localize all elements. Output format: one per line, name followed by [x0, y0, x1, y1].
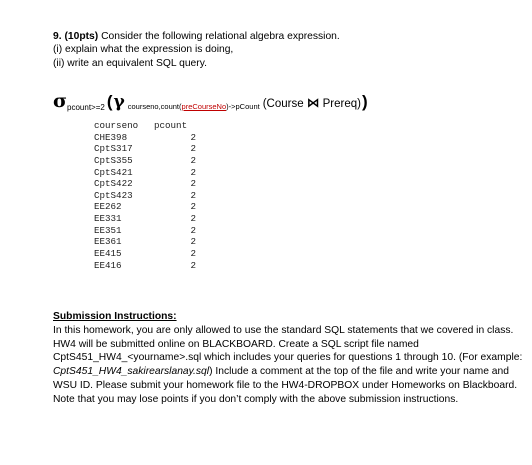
cell-pcount-wrapper — [154, 201, 196, 213]
cell-courseno: EE262 — [94, 201, 122, 213]
cell-courseno: EE331 — [94, 213, 122, 225]
submission-line-5: WSU ID. Please submit your homework file to the HW4-DROPBOX under Homeworks on Blackboard. — [53, 379, 518, 391]
question-heading — [53, 30, 513, 43]
result-table-header — [94, 120, 196, 132]
cell-courseno: CptS355 — [94, 154, 133, 166]
table-row — [94, 260, 196, 272]
cell-courseno: CHE398 — [94, 131, 128, 143]
table-row — [94, 225, 196, 237]
cell-courseno: CptS421 — [94, 166, 133, 178]
table-row — [94, 236, 196, 248]
submission-example-filename: CptS451_HW4_sakirearslanay.sql — [53, 366, 210, 378]
question-part-i: (i) explain what the expression is doing, — [53, 44, 234, 56]
cell-courseno: EE415 — [94, 248, 122, 260]
question-part-ii: (ii) write an equivalent SQL query. — [53, 57, 207, 69]
cell-pcount: 2 — [190, 248, 196, 260]
cell-pcount-wrapper — [154, 167, 196, 179]
cell-pcount-wrapper — [154, 132, 196, 144]
cell-pcount-wrapper — [154, 225, 196, 237]
submission-line-4 — [53, 365, 525, 379]
table-row — [94, 155, 196, 167]
cell-pcount-wrapper — [154, 143, 196, 155]
cell-courseno: CptS317 — [94, 143, 133, 155]
selection-condition: pcount>=2 — [67, 103, 105, 112]
question-number: 9. (10pts) — [53, 31, 99, 42]
cell-pcount-wrapper — [154, 213, 196, 225]
grouping-highlight: preCourseNo — [181, 102, 227, 111]
question-prompt: Consider the following relational algebra expression. — [98, 31, 340, 42]
relation-left: (Course — [262, 98, 304, 110]
submission-title: Submission Instructions: — [53, 311, 177, 322]
column-header-pcount: pcount — [154, 120, 188, 131]
result-table — [94, 120, 196, 271]
result-table-body — [94, 132, 196, 272]
cell-pcount-wrapper — [154, 260, 196, 272]
cell-pcount: 2 — [190, 154, 196, 166]
cell-pcount: 2 — [190, 178, 196, 190]
cell-pcount-wrapper — [154, 178, 196, 190]
table-row — [94, 190, 196, 202]
relational-algebra-expression — [53, 88, 368, 114]
close-paren: ) — [361, 92, 368, 111]
cell-pcount: 2 — [190, 143, 196, 155]
cell-courseno: EE351 — [94, 224, 122, 236]
submission-line-2: HW4 will be submitted online on BLACKBOARD. Create a SQL script file named — [53, 338, 419, 350]
cell-pcount: 2 — [190, 166, 196, 178]
cell-pcount: 2 — [190, 201, 196, 213]
submission-instructions — [53, 310, 525, 407]
relation-right: Prereq) — [322, 98, 361, 110]
grouping-prefix: courseno,count( — [127, 102, 182, 111]
cell-courseno: EE361 — [94, 236, 122, 248]
cell-courseno: CptS423 — [94, 189, 133, 201]
cell-pcount-wrapper — [154, 248, 196, 260]
grouping-suffix: )->pCount — [226, 102, 260, 111]
cell-pcount-wrapper — [154, 155, 196, 167]
cell-pcount: 2 — [190, 259, 196, 271]
grouping-spec — [128, 94, 260, 120]
submission-line-3: CptS451_HW4_<yourname>.sql which includes your queries for questions 1 through 10. (For example: — [53, 352, 523, 364]
question-block — [53, 30, 513, 70]
cell-courseno: CptS422 — [94, 178, 133, 190]
cell-pcount: 2 — [190, 189, 196, 201]
cell-courseno: EE416 — [94, 259, 122, 271]
cell-pcount: 2 — [190, 131, 196, 143]
table-row — [94, 167, 196, 179]
table-row — [94, 248, 196, 260]
column-header-courseno: courseno — [94, 120, 139, 131]
gamma-symbol: γ — [113, 92, 125, 112]
cell-pcount-wrapper — [154, 190, 196, 202]
cell-pcount: 2 — [190, 224, 196, 236]
submission-example-rest: ) Include a comment at the top of the file and write your name and — [209, 366, 509, 378]
table-row — [94, 213, 196, 225]
cell-pcount: 2 — [190, 213, 196, 225]
sigma-symbol: σ — [53, 90, 68, 112]
open-paren: ( — [106, 92, 113, 111]
join-icon: ⋈ — [306, 95, 320, 110]
cell-pcount-wrapper — [154, 236, 196, 248]
submission-line-6: Note that you may lose points if you don’t comply with the above submission instructions. — [53, 393, 459, 405]
table-row — [94, 201, 196, 213]
table-row — [94, 143, 196, 155]
table-row — [94, 132, 196, 144]
submission-line-1: In this homework, you are only allowed to use the standard SQL statements that we covered in class. — [53, 324, 514, 336]
cell-pcount: 2 — [190, 236, 196, 248]
table-row — [94, 178, 196, 190]
